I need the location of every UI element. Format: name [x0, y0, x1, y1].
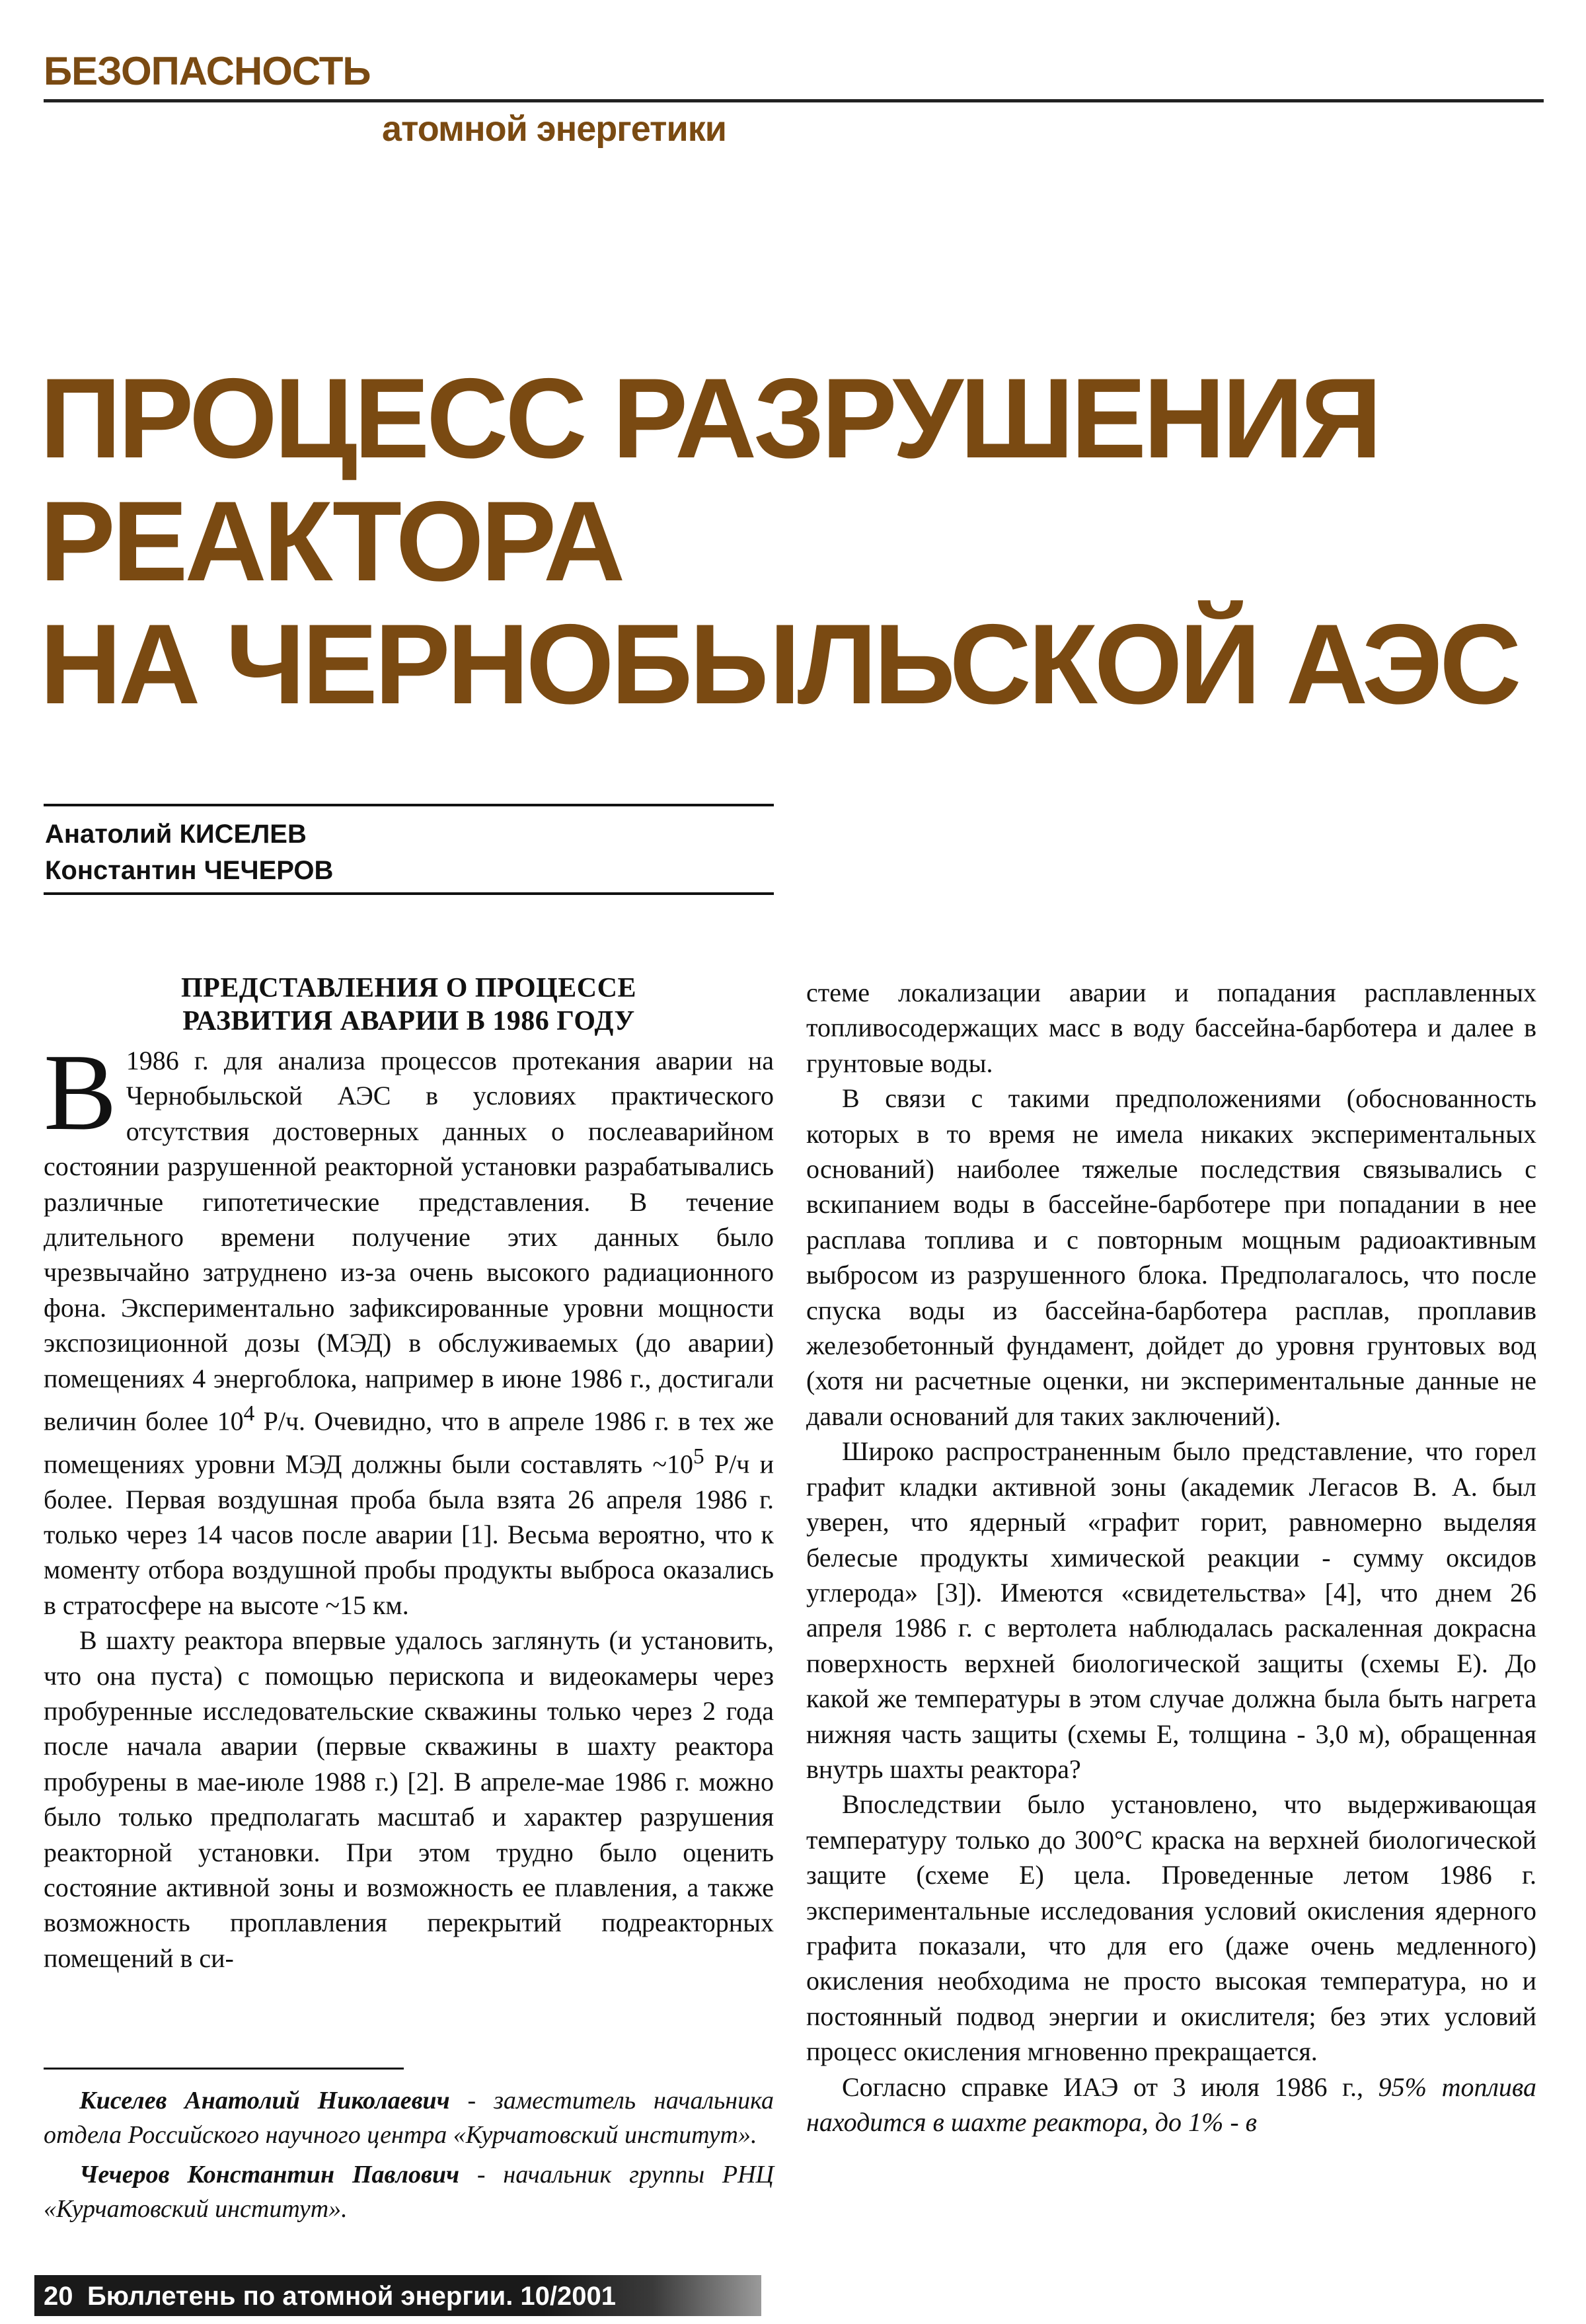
footnote: Чечеров Константин Павлович - начальник группы РНЦ «Курчатовский институт». [44, 2161, 774, 2223]
rubric-subtitle: атомной энергетики [382, 109, 726, 149]
page-footer [34, 2275, 761, 2316]
paragraph: В 1986 г. для анализа процессов протекания аварии на Чернобыльской АЭС в условиях практического отсутствия достоверных данных о послеаварийном состоянии разрушенной реакторной установки разрабатывались различные гипотетические представления. В течение длительного времени получение этих данных было чрезвычайно затруднено из-за очень высокого радиационного фона. Экспериментально зафиксированные уровни мощности экспозиционной дозы (МЭД) в обслуживаемых (до аварии) помещениях 4 энергоблока, например в июне 1986 г., достигали величин более $10^4$ Р/ч. Очевидно, что в апреле 1986 г. в тех же помещениях уровни МЭД должны были составлять $\sim 10^5$ Р/ч и более. Первая воздушная проба была взята 26 апреля 1986 г. только через 14 часов после аварии [1]. Весьма вероятно, что к моменту отбора воздушной пробы продукты выброса оказались в стратосфере на высоте ~15 км. [44, 1031, 774, 1620]
paragraph: Согласно справке ИАЭ от 3 июля 1986 г., 95% топлива находится в шахте реактора, до 1% - в [806, 2072, 1536, 2137]
right-column [806, 975, 1536, 2140]
drop-cap: В [44, 1031, 117, 1153]
footnote: Киселев Анатолий Николаевич - заместитель начальника отдела Российского научного центра «Курчатовский институт». [44, 2087, 774, 2149]
paragraph: стеме локализации аварии и попадания расплавленных топливосодержащих масс в воду бассейна-барботера и далее в грунтовые воды. [806, 978, 1536, 1078]
title-line-2: РЕАКТОРА [40, 478, 623, 605]
paragraph: В связи с такими предположениями (обоснованность которых в то время не имела никаких экспериментальных оснований) наиболее тяжелые последствия связывались с вскипанием воды в бассейне-барботере при попадании в нее расплава топлива и с повторным мощным радиоактивным выбросом из разрушенного блока. Предполагалось, что после спуска воды из бассейна-барботера расплав, проплавив железобетонный фундамент, дойдет до уровня грунтовых вод (хотя ни расчетные оценки, ни экспериментальные данные не давали оснований для таких заключений). [806, 1083, 1536, 1431]
paragraph: В шахту реактора впервые удалось заглянуть (и установить, что она пуста) с помощью перископа и видеокамеры через пробуренные исследовательские скважины только через 2 года после начала аварии (первые скважины в шахту реактора пробурены в мае-июле 1988 г.) [2]. В апреле-мае 1986 г. можно было только предполагать масштаб и характер разрушения реакторной установки. При этом трудно было оценить состояние активной зоны и возможность ее плавления, а также возможность проплавления перекрытий подреакторных помещений в си- [44, 1625, 774, 1973]
journal-title: Бюллетень по атомной энергии. 10/2001 [87, 2282, 617, 2311]
author-1: Анатолий КИСЕЛЕВ [45, 820, 307, 849]
title-line-1: ПРОЦЕСС РАЗРУШЕНИЯ [40, 355, 1379, 482]
section-heading [44, 972, 774, 1038]
footnote-divider [44, 2068, 404, 2070]
left-column [44, 972, 774, 2056]
page-number: 20 [44, 2282, 73, 2311]
author-2: Константин ЧЕЧЕРОВ [45, 856, 334, 885]
title-line-3: НА ЧЕРНОБЫЛЬСКОЙ АЭС [40, 601, 1519, 728]
authors-top-divider [44, 804, 774, 806]
section-heading-line-1: ПРЕДСТАВЛЕНИЯ О ПРОЦЕССЕ [181, 973, 636, 1003]
footnotes [44, 2083, 774, 2231]
paragraph: Широко распространенным было представление, что горел графит кладки активной зоны (академик Легасов В. А. был уверен, что ядерный «графит горит, равномерно выделяя белесые продукты химической реакции - сумму оксидов углерода» [3]). Имеются «свидетельства» [4], что днем 26 апреля 1986 г. с вертолета наблюдалась раскаленная докрасна поверхность верхней биологической защиты (схемы Е). До какой же температуры в этом случае должна была быть нагрета нижняя часть защиты (схемы Е, толщина - 3,0 м), обращенная внутрь шахты реактора? [806, 1436, 1536, 1784]
section-heading-line-2: РАЗВИТИЯ АВАРИИ В 1986 ГОДУ [182, 1006, 635, 1036]
authors-block [45, 816, 333, 889]
rubric-divider [44, 99, 1544, 102]
article-title [40, 357, 1560, 726]
paragraph: Впоследствии было установлено, что выдерживающая температуру только до 300°С краска на верхней биологической защите (схеме Е) цела. Проведенные летом 1986 г. экспериментальные исследования условий окисления ядерного графита показали, что для его (даже очень медленного) окисления необходима не просто высокая температура, но и постоянный подвод энергии и окислителя; без этих условий процесс окисления мгновенно прекращается. [806, 1789, 1536, 2067]
authors-bottom-divider [44, 892, 774, 895]
rubric-title: БЕЗОПАСНОСТЬ [44, 49, 371, 93]
